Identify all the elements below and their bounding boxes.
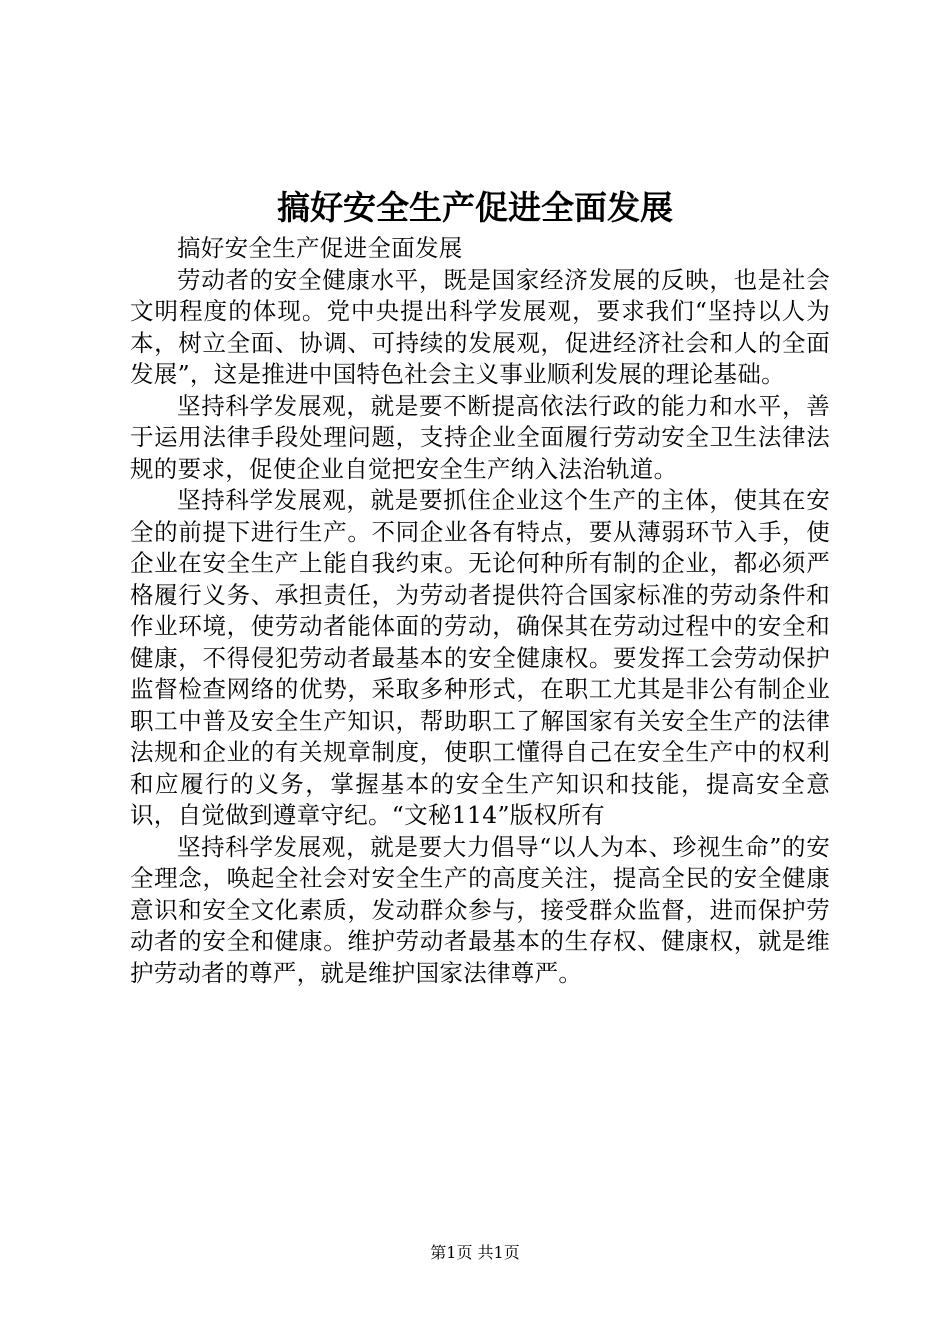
paragraph-1: 劳动者的安全健康水平，既是国家经济发展的反映，也是社会文明程度的体现。党中央提出科学发展观，要求我们“坚持以人为本，树立全面、协调、可持续的发展观，促进经济社会和人的全面发展”，这是推进中国特色社会主义事业顺利发展的理论基础。	[130, 265, 830, 388]
paragraph-4: 坚持科学发展观，就是要大力倡导“以人为本、珍视生命”的安全理念，唤起全社会对安全生产的高度关注，提高全民的安全健康意识和安全文化素质，发动群众参与，接受群众监督，进而保护劳动者的安全和健康。维护劳动者最基本的生存权、健康权，就是维护劳动者的尊严，就是维护国家法律尊严。	[130, 832, 830, 987]
document-title: 搞好安全生产促进全面发展	[277, 188, 673, 227]
paragraph-2: 坚持科学发展观，就是要不断提高依法行政的能力和水平，善于运用法律手段处理问题，支持企业全面履行劳动安全卫生法律法规的要求，促使企业自觉把安全生产纳入法治轨道。	[130, 391, 830, 483]
document-body	[130, 233, 830, 989]
page-footer: 第1页 共1页	[430, 1243, 520, 1262]
paragraph-3: 坚持科学发展观，就是要抓住企业这个生产的主体，使其在安全的前提下进行生产。不同企业各有特点，要从薄弱环节入手，使企业在安全生产上能自我约束。无论何种所有制的企业，都必须严格履行义务、承担责任，为劳动者提供符合国家标准的劳动条件和作业环境，使劳动者能体面的劳动，确保其在劳动过程中的安全和健康，不得侵犯劳动者最基本的安全健康权。要发挥工会劳动保护监督检查网络的优势，采取多种形式，在职工尤其是非公有制企业职工中普及安全生产知识，帮助职工了解国家有关安全生产的法律法规和企业的有关规章制度，使职工懂得自己在安全生产中的权利和应履行的义务，掌握基本的安全生产知识和技能，提高安全意识，自觉做到遵章守纪。“文秘114”版权所有	[130, 486, 830, 829]
paragraph-subtitle: 搞好安全生产促进全面发展	[177, 234, 463, 262]
